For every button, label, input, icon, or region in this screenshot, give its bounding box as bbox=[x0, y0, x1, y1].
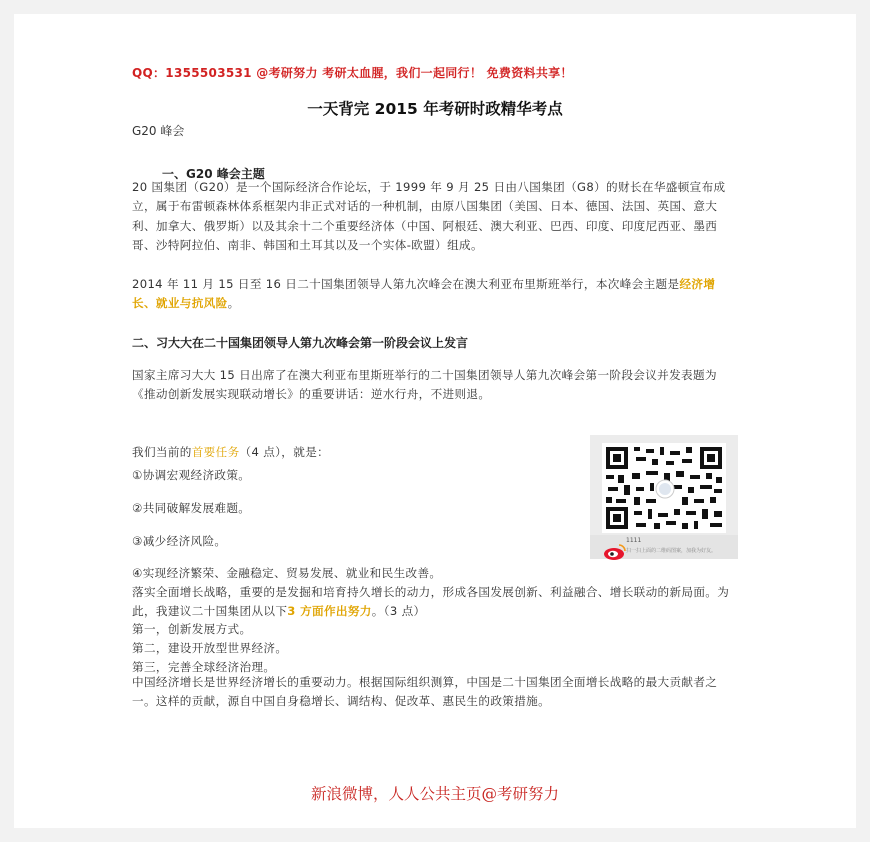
effort-item-3: 第三，完善全球经济治理。 bbox=[132, 660, 276, 674]
task-item-2: ②共同破解发展难题。 bbox=[132, 501, 251, 515]
tasks-prefix: 我们当前的 bbox=[132, 445, 192, 459]
task-item-1: ①协调宏观经济政策。 bbox=[132, 468, 251, 482]
footer-note: 新浪微博，人人公共主页@考研努力 bbox=[310, 785, 559, 803]
weibo-logo-icon bbox=[602, 543, 628, 561]
section1-paragraph-1: 20 国集团（G20）是一个国际经济合作论坛，于 1999 年 9 月 25 日由八国集团（G8）的财长在华盛顿宣布成立，属于布雷顿森林体系框架内非正式对话的一种机制，由原八国集团（美国、日本、德国、法国、英国、意大利、加拿大、俄罗斯）以及其余十二个重要经济体（中国、阿根廷、澳大利亚、巴西、印度、印度尼西亚、墨西哥、沙特阿拉伯、南非、韩国和土耳其以及一个实体-欧盟）组成。 bbox=[132, 180, 726, 253]
header-note: QQ：1355503531 @考研努力 考研太血腥，我们一起同行！ 免费资料共享！ bbox=[132, 66, 573, 80]
summit-theme-highlight: 经济增长、就业与抗风险 bbox=[132, 277, 716, 311]
document-page bbox=[14, 14, 856, 828]
effort-item-1: 第一，创新发展方式。 bbox=[132, 622, 252, 636]
qr-account-name: 1111 bbox=[626, 537, 642, 544]
tasks-suffix: （4 点），就是： bbox=[239, 445, 330, 459]
qr-card-footer bbox=[590, 535, 738, 559]
para3-suffix: 。（3 点） bbox=[371, 604, 426, 619]
page-title: 一天背完 2015 年考研时政精华考点 bbox=[307, 100, 563, 118]
para2-suffix: 。 bbox=[227, 296, 240, 311]
qr-code-icon bbox=[602, 443, 726, 533]
effort-item-2: 第二，建设开放型世界经济。 bbox=[132, 641, 288, 655]
topic-tag: G20 峰会 bbox=[132, 124, 185, 138]
section-heading-1: 一、G20 峰会主题 bbox=[162, 167, 265, 181]
section1-paragraph-2 bbox=[132, 275, 738, 314]
tasks-intro bbox=[132, 444, 329, 460]
qr-code-card bbox=[590, 435, 738, 559]
para3-text: 落实全面增长战略，重要的是发掘和培育持久增长的动力，形成各国发展创新、利益融合、增长联动的新局面。为此，我建议二十国集团从以下 bbox=[132, 585, 730, 619]
para2-text: 2014 年 11 月 15 日至 16 日二十国集团领导人第九次峰会在澳大利亚布里斯班举行，本次峰会主题是 bbox=[132, 277, 680, 291]
section2-paragraph-1: 国家主席习大大 15 日出席了在澳大利亚布里斯班举行的二十国集团领导人第九次峰会第一阶段会议并发表题为《推动创新发展实现联动增长》的重要讲话：逆水行舟，不进则退。 bbox=[132, 368, 717, 402]
qr-account-subtitle: 扫一扫上面的二维码图案，加我为好友。 bbox=[626, 548, 717, 554]
tasks-highlight: 首要任务 bbox=[191, 445, 240, 459]
task-item-3: ③减少经济风险。 bbox=[132, 534, 227, 548]
section2-paragraph-4: 中国经济增长是世界经济增长的重要动力。根据国际组织测算，中国是二十国集团全面增长战略的最大贡献者之一。这样的贡献，源自中国自身稳增长、调结构、促改革、惠民生的政策措施。 bbox=[132, 675, 718, 709]
efforts-highlight: 3 方面作出努力 bbox=[287, 604, 372, 619]
section2-paragraph-3 bbox=[132, 583, 738, 622]
section-heading-2: 二、习大大在二十国集团领导人第九次峰会第一阶段会议上发言 bbox=[132, 336, 469, 350]
task-item-4: ④实现经济繁荣、金融稳定、贸易发展、就业和民生改善。 bbox=[132, 566, 442, 580]
